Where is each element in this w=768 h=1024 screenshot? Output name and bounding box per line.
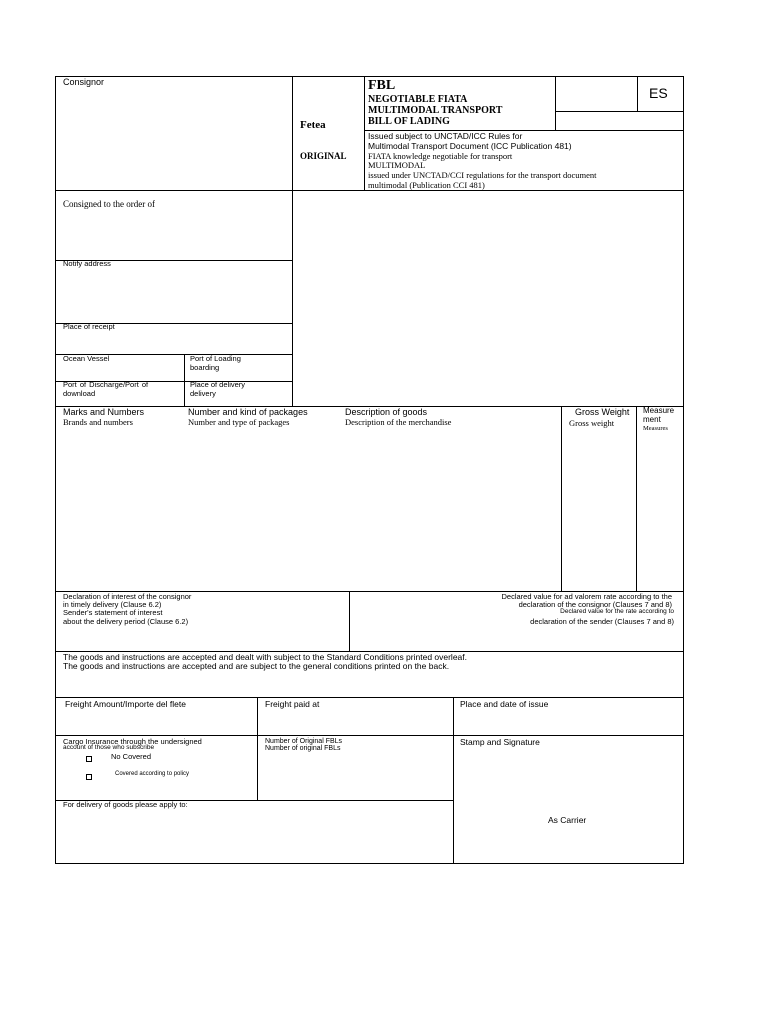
ocean-vessel-label: Ocean Vessel (63, 354, 110, 363)
issued-line-5: issued under UNCTAD/CCI regulations for the transport document (368, 170, 597, 180)
measure-label: Measure (643, 406, 675, 415)
port-loading-label-2: boarding (190, 363, 220, 372)
interest-line-3: Sender's statement of interest (63, 608, 163, 617)
value-line-1: Declared value for ad valorem rate according to the (501, 592, 672, 601)
not-covered-checkbox[interactable] (86, 756, 92, 762)
header-small-row (555, 111, 684, 112)
divider-declarations (349, 591, 350, 652)
divider-freight-1 (257, 697, 258, 801)
document-title-1: NEGOTIABLE FIATA (368, 94, 468, 105)
delivery-apply-label: For delivery of goods please apply to: (63, 800, 188, 809)
measure-label-es: Measures (643, 425, 668, 432)
divider-header-title (555, 76, 556, 130)
interest-line-2: in timely delivery (Clause 6.2) (63, 600, 162, 609)
insurance-line-2: account of those who subscribe (63, 744, 155, 751)
conditions-line-2: The goods and instructions are accepted and are subject to the general conditions printed on the back. (63, 661, 450, 671)
divider-left-column (292, 76, 293, 407)
frame-right (683, 76, 684, 864)
description-label-es: Description of the merchandise (345, 417, 452, 427)
frame-left (55, 76, 56, 864)
port-discharge-label: Port of Discharge/Port of (63, 380, 149, 389)
divider-measure (636, 406, 637, 592)
place-date-issue-label: Place and date of issue (460, 699, 549, 709)
divider-header-inner (364, 76, 365, 190)
frame-bottom (55, 863, 684, 864)
frame-top (55, 76, 684, 77)
country-code: ES (649, 85, 668, 101)
covered-checkbox[interactable] (86, 774, 92, 780)
notify-address-label: Notify address (63, 259, 111, 268)
marks-label: Marks and Numbers (63, 407, 145, 417)
measure-label-2: ment (643, 415, 661, 424)
issued-line-1: Issued subject to UNCTAD/ICC Rules for (368, 131, 523, 141)
interest-line-4: about the delivery period (Clause 6.2) (63, 617, 189, 626)
gross-weight-label: Gross Weight (575, 407, 630, 417)
stamp-signature-label: Stamp and Signature (460, 737, 540, 747)
place-delivery-label-2: delivery (190, 389, 216, 398)
freight-paid-at-label: Freight paid at (265, 699, 320, 709)
conditions-line-1: The goods and instructions are accepted and dealt with subject to the Standard Conditions printed overleaf. (63, 652, 468, 662)
description-label: Description of goods (345, 407, 428, 417)
packages-label-es: Number and type of packages (188, 417, 290, 427)
consigned-to-label: Consigned to the order of (63, 199, 155, 209)
interest-line-1: Declaration of interest of the consignor (63, 592, 192, 601)
conditions-bottom (55, 697, 684, 698)
document-title-2: MULTIMODAL TRANSPORT (368, 105, 503, 116)
divider-gross (561, 406, 562, 592)
place-of-receipt-label: Place of receipt (63, 322, 115, 331)
divider-freight-2 (453, 697, 454, 864)
fetea-label: Fetea (300, 119, 326, 131)
value-line-3: Declared value for the rate according to (560, 608, 674, 615)
original-label: ORIGINAL (300, 151, 347, 161)
port-discharge-label-2: download (63, 389, 96, 398)
issued-line-2: Multimodal Transport Document (ICC Publication 481) (368, 141, 572, 151)
fbl-title: FBL (368, 78, 396, 93)
covered-label: Covered according to policy (115, 771, 190, 777)
issued-line-3: FIATA knowledge negotiable for transport (368, 151, 513, 161)
insurance-line-1: Cargo Insurance through the undersigned (63, 737, 202, 746)
port-loading-label: Port of Loading (190, 354, 241, 363)
as-carrier-label: As Carrier (548, 815, 587, 825)
marks-label-es: Brands and numbers (63, 417, 133, 427)
issued-line-4: MULTIMODAL (368, 160, 426, 170)
value-line-2: declaration of the consignor (Clauses 7 and 8) (518, 600, 672, 609)
originals-label-1: Number of Original FBLs (265, 738, 343, 745)
packages-label: Number and kind of packages (188, 407, 308, 417)
value-line-4: declaration of the sender (Clauses 7 and 8) (530, 617, 674, 626)
document-title-3: BILL OF LADING (368, 116, 450, 127)
consignor-label: Consignor (63, 77, 105, 87)
originals-label-2: Number of original FBLs (265, 745, 341, 752)
freight-amount-label: Freight Amount/Importe del flete (65, 699, 186, 709)
header-bottom (55, 190, 684, 191)
gross-weight-label-es: Gross weight (569, 418, 615, 428)
issued-line-6: multimodal (Publication CCI 481) (368, 180, 485, 190)
not-covered-label: No Covered (111, 752, 152, 761)
divider-es-box (637, 76, 638, 112)
divider-ports (184, 354, 185, 407)
freight-bottom (55, 735, 684, 736)
place-delivery-label: Place of delivery (190, 380, 246, 389)
